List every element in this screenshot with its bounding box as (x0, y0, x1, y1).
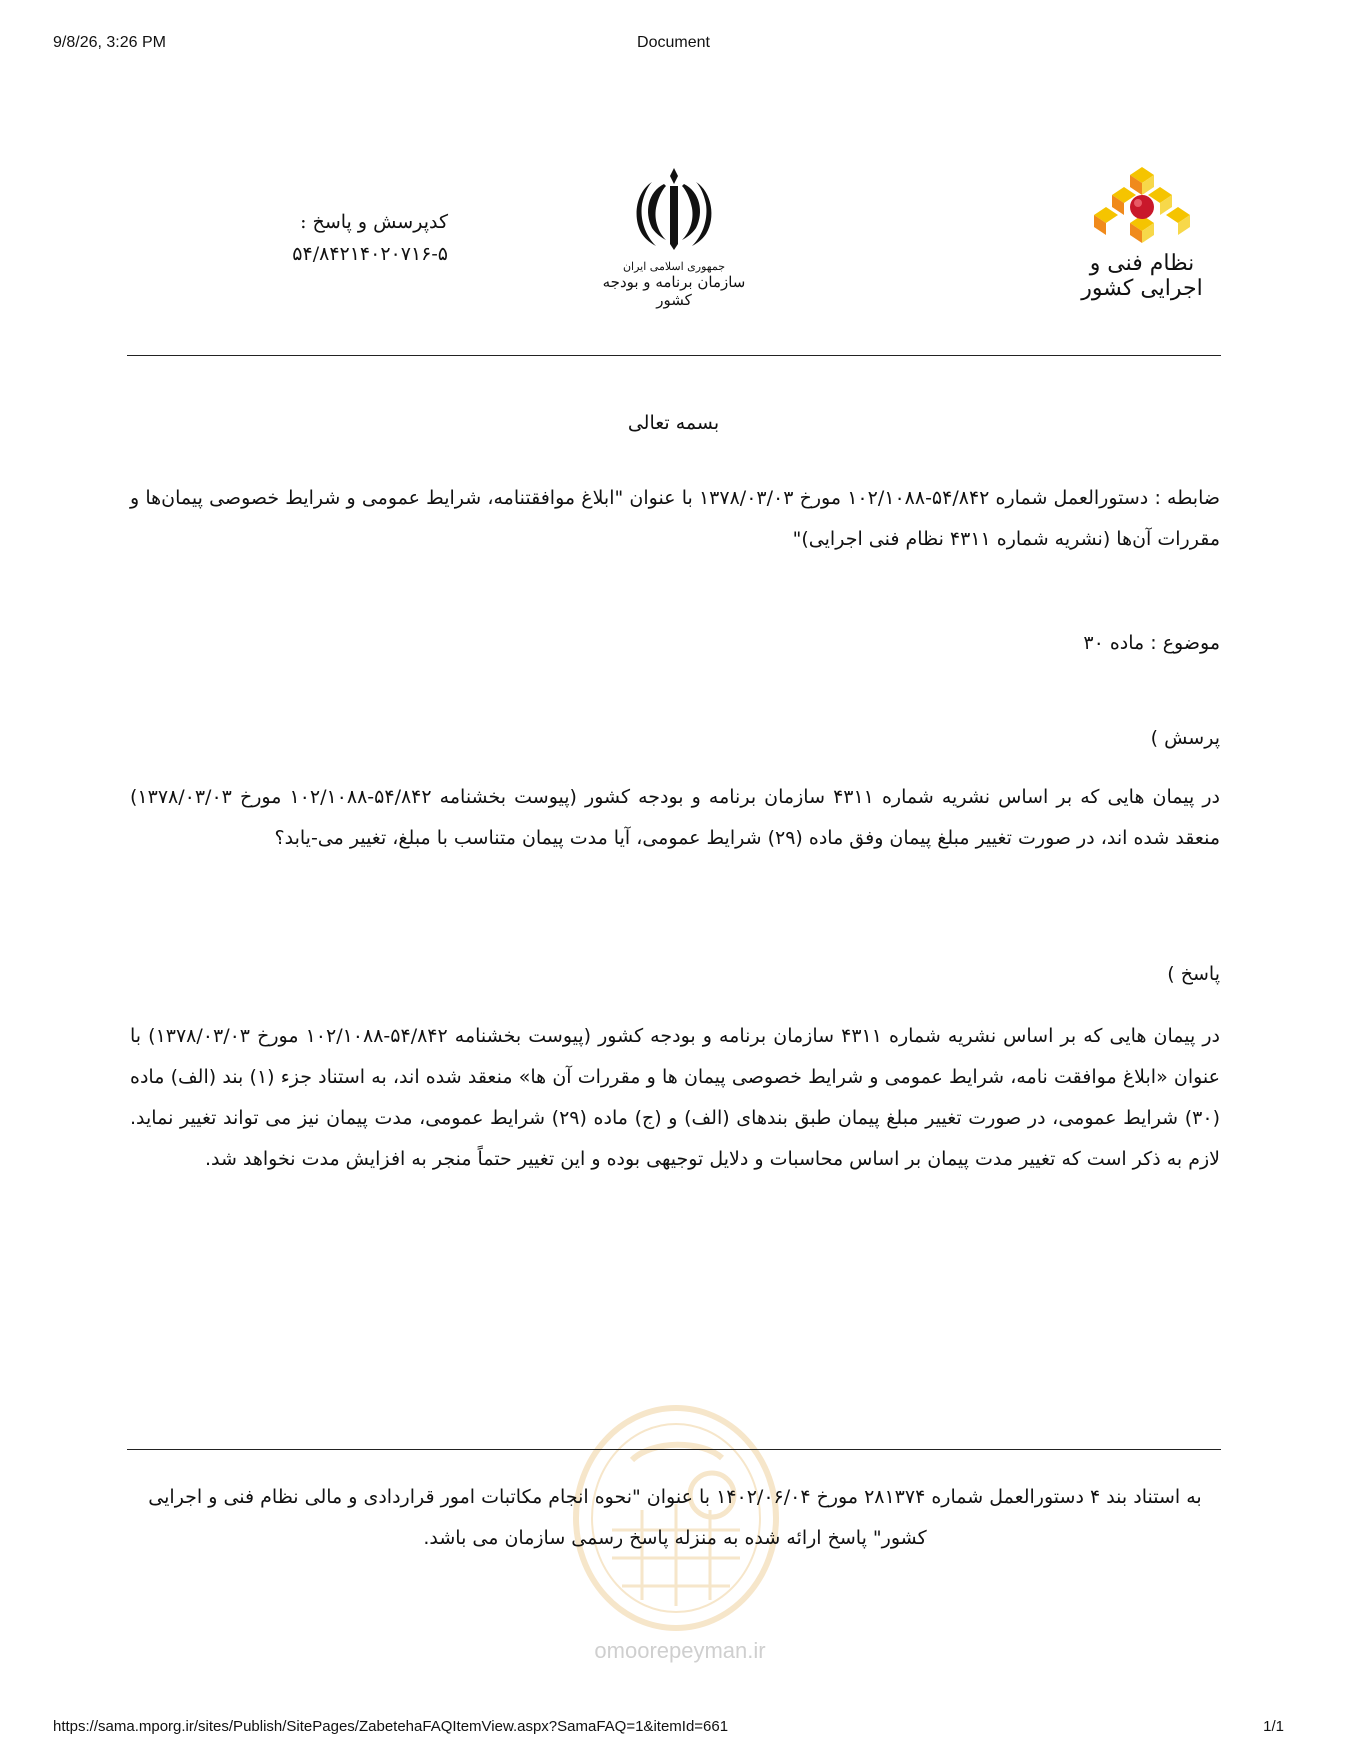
answer-heading: پاسخ ) (1167, 963, 1220, 985)
question-heading: پرسش ) (1150, 727, 1220, 749)
question-text: در پیمان هایی که بر اساس نشریه شماره ۴۳۱۱ سازمان برنامه و بودجه کشور (پیوست بخشنامه ۵۴/۸۴۲-۱۰۲/۱۰۸۸ مورخ ۱۳۷۸/۰۳/۰۳) منعقد شده اند، در صورت تغییر مبلغ پیمان وفق ماده (۲۹) شرایط عمومی، آیا مدت پیمان متناسب با مبلغ، تغییر می-یابد؟ (130, 786, 1220, 849)
print-document-title: Document (637, 34, 710, 51)
footer-divider (127, 1449, 1221, 1450)
cube-pyramid-icon (1094, 165, 1190, 245)
faq-code-label: کدپرسش و پاسخ : (300, 211, 448, 233)
emblem-caption-republic: جمهوری اسلامی ایران (622, 260, 726, 273)
header-divider (127, 355, 1221, 356)
regulation-reference: ضابطه : دستورالعمل شماره ۵۴/۸۴۲-۱۰۲/۱۰۸۸ مورخ ۱۳۷۸/۰۳/۰۳ با عنوان "ابلاغ موافقتنامه، شرایط عمومی و شرایط خصوصی پیمان‌ها و مقررات آن‌ها (نشریه شماره ۴۳۱۱ نظام فنی اجرایی)" (130, 487, 1221, 550)
subject-line: موضوع : ماده ۳۰ (1083, 632, 1220, 654)
technical-system-logo-text: نظام فنی و اجرایی کشور (1081, 251, 1203, 301)
faq-code-block (236, 206, 448, 270)
print-datetime: 9/8/26, 3:26 PM (53, 34, 166, 51)
emblem-caption-organization: سازمان برنامه و بودجه کشور (602, 273, 746, 309)
technical-system-logo (1068, 165, 1216, 305)
official-response-note: به استناد بند ۴ دستورالعمل شماره ۲۸۱۳۷۴ مورخ ۱۴۰۲/۰۶/۰۴ با عنوان "نحوه انجام مکاتبات امور قراردادی و مالی نظام فنی و اجرایی کشور" پاسخ ارائه شده به منزله پاسخ رسمی سازمان می باشد. (148, 1486, 1202, 1549)
print-page-number: 1/1 (1263, 1718, 1284, 1735)
faq-code-value: ۵۴/۸۴۲۱۴۰۲۰۷۱۶-۵ (292, 243, 448, 265)
watermark-site-text: omoorepeyman.ir (594, 1638, 766, 1663)
answer-text: در پیمان هایی که بر اساس نشریه شماره ۴۳۱۱ سازمان برنامه و بودجه کشور (پیوست بخشنامه ۵۴/۸۴۲-۱۰۲/۱۰۸۸ مورخ ۱۳۷۸/۰۳/۰۳) با عنوان «ابلاغ موافقت نامه، شرایط عمومی و شرایط خصوصی پیمان ها و مقررات آن ها» منعقد شده اند، به استناد جزء (۱) بند (الف) ماده (۳۰) شرایط عمومی، در صورت تغییر مبلغ پیمان طبق بندهای (الف) و (ج) ماده (۲۹) شرایط عمومی، مدت پیمان نیز می تواند تغییر نماید. لازم به ذکر است که تغییر مدت پیمان بر اساس محاسبات و دلایل توجیهی بوده و این تغییر حتماً منجر به افزایش مدت نخواهد شد. (130, 1025, 1221, 1170)
iran-emblem (600, 162, 748, 312)
iran-emblem-icon (626, 162, 722, 254)
basmala: بسمه تعالی (627, 412, 720, 434)
print-url: https://sama.mporg.ir/sites/Publish/SitePages/ZabetehaFAQItemView.aspx?SamaFAQ=1&itemId=661 (53, 1718, 729, 1735)
